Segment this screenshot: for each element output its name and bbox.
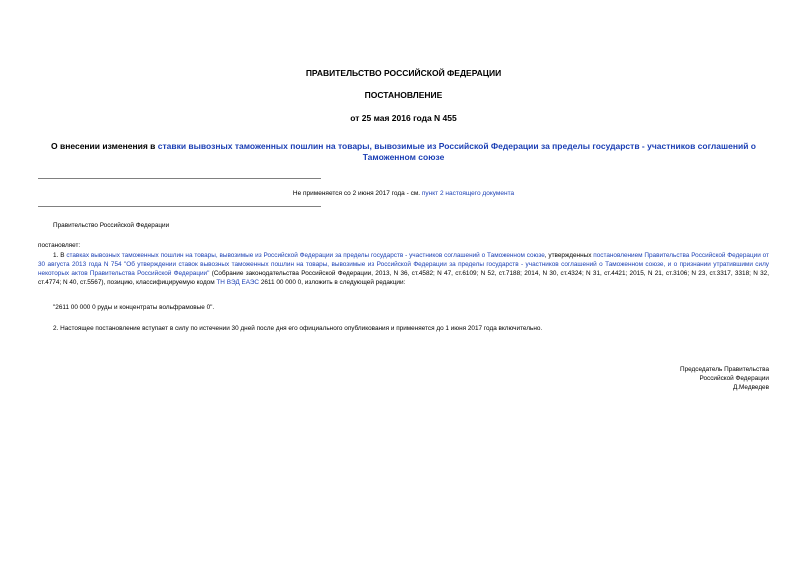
subject-link[interactable]: ставки вывозных таможенных пошлин на товары, вывозимые из Российской Федерации за пределы государств - участников соглашений о Таможенном союзе	[157, 141, 756, 162]
intro-text: Правительство Российской Федерации	[53, 222, 170, 229]
signature-line-3: Д.Медведев	[732, 384, 769, 391]
p1-resolution-link[interactable]: постановлением Правительства Российской Федерации от 30 августа 2013 года N 754 "Об утверждении ставок вывозных таможенных пошлин на товары, вывозимые из Российской Федерации за пределы государств - участников соглашений о Таможенном союзе, и о признании утратившими силу некоторых актов Правительства Российской Федерации"	[38, 252, 769, 277]
document-type-title: ПОСТАНОВЛЕНИЕ	[364, 90, 443, 100]
p1-part3: (Собрание законодательства Российской Федерации, 2013, N 36, ст.4582; N 47, ст.6109; N 52, ст.7188; 2014, N 30, ст.4324; N 31, ст.4421; 2015, N 21, ст.3106; N 23, ст.3317, 3318; N 32, ст.4774; N 40, ст.5567), позицию, классифицируемую кодом	[38, 270, 769, 286]
divider-bottom	[38, 206, 321, 207]
status-note-text: Не применяется со 2 июня 2017 года - см.	[292, 190, 422, 197]
paragraph-2: 2. Настоящее постановление вступает в силу по истечении 30 дней после дня его официального опубликования и применяется до 1 июня 2017 года включительно.	[53, 325, 543, 332]
p1-tnved-link[interactable]: ТН ВЭД ЕАЭС	[216, 279, 260, 286]
status-note-link[interactable]: пункт 2 настоящего документа	[421, 190, 515, 197]
divider-top	[38, 178, 321, 179]
p1-part1: 1. В	[53, 252, 67, 259]
p1-rates-link[interactable]: ставках вывозных таможенных пошлин на товары, вывозимые из Российской Федерации за пределы государств - участников соглашений о Таможенном союзе	[66, 252, 545, 259]
signature-line-1: Председатель Правительства	[680, 366, 769, 373]
date-number-title: от 25 мая 2016 года N 455	[350, 113, 457, 123]
signature-block	[680, 365, 769, 392]
status-note	[38, 190, 769, 197]
quoted-position: "2611 00 000 0 руды и концентраты вольфрамовые 0".	[53, 304, 215, 311]
p1-part4: 2611 00 000 0, изложить в следующей редакции:	[259, 279, 406, 286]
signature-line-2: Российской Федерации	[699, 375, 769, 382]
p1-part2: , утвержденных	[544, 252, 594, 259]
resolves-text: постановляет:	[38, 242, 81, 249]
subject-prefix: О внесении изменения в	[51, 141, 158, 151]
paragraph-1	[38, 251, 769, 287]
document-subject	[38, 141, 769, 163]
government-title: ПРАВИТЕЛЬСТВО РОССИЙСКОЙ ФЕДЕРАЦИИ	[305, 68, 502, 78]
